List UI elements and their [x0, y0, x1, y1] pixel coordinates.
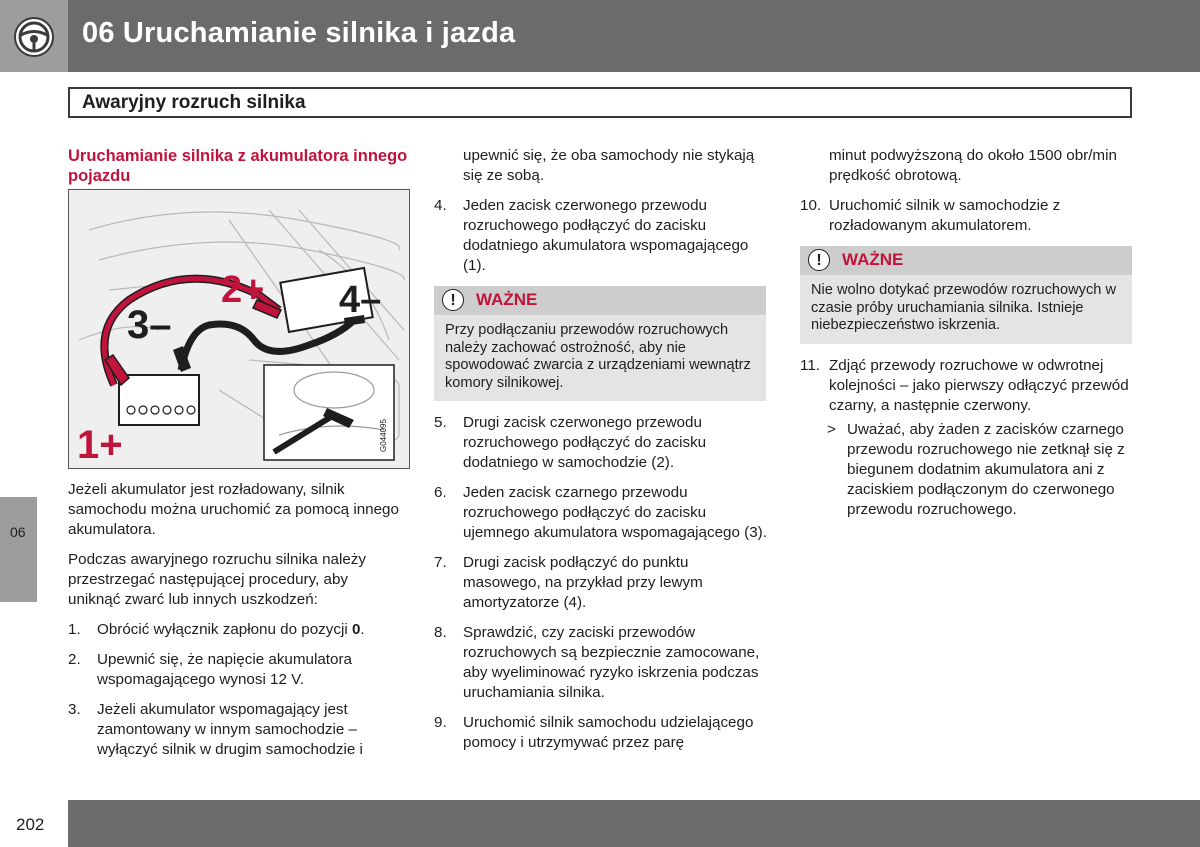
list-item: 11. Zdjąć przewody rozruchowe w odwrotnej kolejności – jako pierwszy odłączyć przewód czarny, a następnie czerwony. — [800, 356, 1129, 414]
continuation-text: minut podwyższoną do około 1500 obr/min prędkość obrotową. — [829, 147, 1117, 184]
warning-label: WAŻNE — [476, 290, 538, 309]
steering-wheel-icon — [13, 16, 55, 58]
figure-label-3: 3– — [127, 303, 172, 347]
continuation-text: upewnić się, że oba samochody nie stykają się ze sobą. — [463, 147, 755, 184]
list-item: 10. Uruchomić silnik w samochodzie z rozładowanym akumulatorem. — [800, 197, 1061, 234]
section-title: Awaryjny rozruch silnika — [82, 92, 306, 113]
list-item: 8. Sprawdzić, czy zaciski przewodów rozruchowych są bezpiecznie zamocowane, aby wyeliminować ryzyko iskrzenia podczas uruchamiania silnika. — [434, 624, 760, 701]
exclamation-icon: ! — [442, 289, 464, 311]
jump-start-illustration — [68, 189, 410, 469]
list-item: 1. Obrócić wyłącznik zapłonu do pozycji 0. — [68, 621, 365, 638]
figure-code: G044095 — [379, 419, 388, 452]
chapter-side-tab-label: 06 — [10, 524, 26, 540]
figure-label-4: 4– — [339, 279, 382, 321]
list-item: 3. Jeżeli akumulator wspomagający jest zamontowany w innym samochodzie – wyłączyć silnik w drugim samochodzie i — [68, 701, 363, 758]
steps-list-col3b — [800, 356, 1135, 416]
warning-box — [434, 286, 766, 401]
list-item: 7. Drugi zacisk podłączyć do punktu masowego, na przykład przy lewym amortyzatorze (4). — [434, 554, 703, 611]
warning-text: Przy podłączaniu przewodów rozruchowych należy zachować ostrożność, aby nie spowodować zwarcia z urządzeniami wewnątrz komory silnikowej. — [445, 322, 751, 391]
chapter-side-tab — [0, 497, 37, 602]
list-item: 9. Uruchomić silnik samochodu udzielającego pomocy i utrzymywać przez parę — [434, 714, 754, 751]
sub-bullet-item: > Uważać, aby żaden z zacisków czarnego przewodu rozruchowego nie zetknął się z biegunem dodatnim akumulatora ani z zaciskiem podłączonym do czerwonego przewodu rozruchowego. — [827, 420, 1125, 518]
list-item: 6. Jeden zacisk czarnego przewodu rozruchowego podłączyć do zacisku ujemnego akumulatora wspomagającego (3). — [434, 484, 767, 541]
chapter-title: 06 Uruchamianie silnika i jazda — [82, 17, 516, 49]
warning-box — [800, 246, 1132, 344]
column-3 — [800, 146, 1135, 520]
warning-header — [434, 286, 766, 315]
footer-bar — [68, 800, 1200, 847]
chevron-right-icon: > — [827, 420, 836, 438]
subsection-heading: Uruchamianie silnika z akumulatora innego pojazdu — [68, 147, 408, 185]
column-1-text — [68, 480, 403, 770]
jump-start-drawing — [69, 190, 409, 468]
page-number: 202 — [16, 815, 45, 834]
steps-list-col2b — [434, 413, 769, 753]
exclamation-icon: ! — [808, 249, 830, 271]
intro-paragraph: Jeżeli akumulator jest rozładowany, silnik samochodu można uruchomić za pomocą innego akumulatora. — [68, 481, 399, 538]
steps-list-col2a — [434, 196, 769, 276]
list-item: 4. Jeden zacisk czerwonego przewodu rozruchowego podłączyć do zacisku dodatniego akumulatora wspomagającego (1). — [434, 197, 749, 274]
list-item: 5. Drugi zacisk czerwonego przewodu rozruchowego podłączyć do zacisku dodatniego w samochodzie (2). — [434, 414, 707, 471]
warning-label: WAŻNE — [842, 250, 904, 269]
section-title-box — [68, 87, 1132, 118]
list-item: 2. Upewnić się, że napięcie akumulatora wspomagającego wynosi 12 V. — [68, 651, 352, 688]
steps-list-col3a — [800, 196, 1135, 236]
procedure-paragraph: Podczas awaryjnego rozruchu silnika należy przestrzegać następującej procedury, aby uniknąć zwarć lub innych uszkodzeń: — [68, 551, 366, 608]
chapter-icon-box — [0, 0, 68, 72]
column-2 — [434, 146, 769, 763]
warning-text: Nie wolno dotykać przewodów rozruchowych w czasie próby uruchamiania silnika. Istnieje niebezpieczeństwo iskrzenia. — [811, 282, 1116, 333]
figure-label-2: 2+ — [221, 269, 265, 311]
figure-label-1: 1+ — [77, 423, 123, 467]
warning-header — [800, 246, 1132, 275]
steps-list-col1 — [68, 620, 403, 760]
